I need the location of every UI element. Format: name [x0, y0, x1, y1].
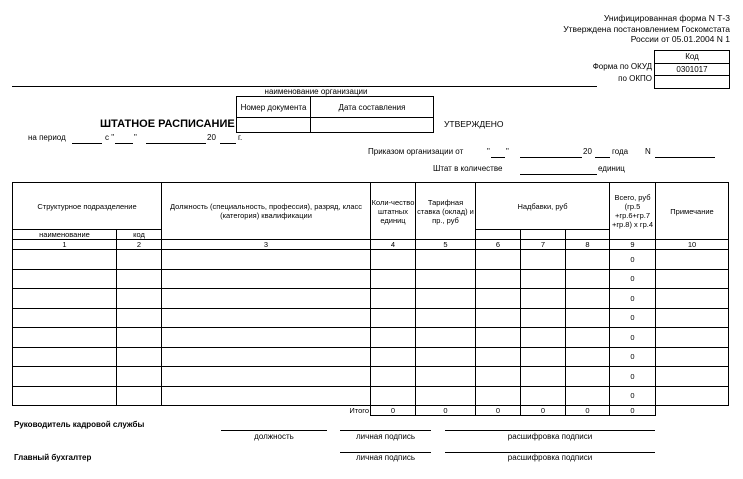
column-number: 1 — [13, 240, 117, 250]
division-name-cell[interactable] — [13, 367, 117, 387]
allowance-6-cell[interactable] — [476, 367, 521, 387]
note-cell[interactable] — [656, 386, 729, 406]
header-division: Структурное подразделение — [13, 183, 162, 230]
note-cell[interactable] — [656, 347, 729, 367]
rate-cell[interactable] — [416, 386, 476, 406]
totals-label: Итого — [162, 406, 371, 416]
period-day-field[interactable] — [115, 143, 133, 144]
division-name-cell[interactable] — [13, 289, 117, 309]
period-year-prefix: 20 — [207, 133, 216, 142]
total-cell: 0 — [610, 269, 656, 289]
note-cell[interactable] — [656, 328, 729, 348]
approved-label: УТВЕРЖДЕНО — [444, 119, 504, 129]
count-cell[interactable] — [371, 367, 416, 387]
header-allowance-6 — [476, 230, 521, 240]
staff-units-label: единиц — [598, 164, 625, 173]
okud-value-field[interactable]: 0301017 — [655, 64, 729, 77]
period-from-label: с " — [105, 133, 115, 142]
chief-accountant-decoding-caption: расшифровка подписи — [507, 453, 593, 462]
document-number-header: Номер документа — [237, 97, 311, 118]
division-code-cell[interactable] — [117, 386, 162, 406]
allowance-8-cell[interactable] — [566, 269, 610, 289]
chief-accountant-label: Главный бухгалтер — [14, 453, 92, 462]
column-number: 9 — [610, 240, 656, 250]
total-count: 0 — [371, 406, 416, 416]
division-name-cell[interactable] — [13, 328, 117, 348]
order-year-prefix: 20 — [583, 147, 592, 156]
rate-cell[interactable] — [416, 269, 476, 289]
count-cell[interactable] — [371, 289, 416, 309]
total-allowance-7: 0 — [521, 406, 566, 416]
period-year-field[interactable] — [220, 143, 236, 144]
note-cell[interactable] — [656, 269, 729, 289]
column-number: 3 — [162, 240, 371, 250]
okpo-label: по ОКПО — [618, 74, 652, 83]
division-name-cell[interactable] — [13, 386, 117, 406]
allowance-7-cell[interactable] — [521, 347, 566, 367]
division-name-cell[interactable] — [13, 308, 117, 328]
total-cell: 0 — [610, 328, 656, 348]
total-cell: 0 — [610, 386, 656, 406]
position-cell[interactable] — [162, 347, 371, 367]
table-row — [13, 308, 729, 328]
allowance-8-cell[interactable] — [566, 367, 610, 387]
column-number: 4 — [371, 240, 416, 250]
period-month-field[interactable] — [146, 143, 206, 144]
order-quote-close: " — [506, 147, 509, 156]
table-row — [13, 289, 729, 309]
order-label: Приказом организации от — [368, 147, 464, 156]
form-approval-info — [470, 13, 730, 45]
total-cell: 0 — [610, 347, 656, 367]
period-label: на период — [28, 133, 66, 142]
allowance-6-cell[interactable] — [476, 347, 521, 367]
period-field[interactable] — [72, 143, 102, 144]
document-date-field[interactable] — [311, 118, 434, 133]
rate-cell[interactable] — [416, 328, 476, 348]
hr-head-label: Руководитель кадровой службы — [14, 420, 145, 429]
allowance-6-cell[interactable] — [476, 308, 521, 328]
allowance-7-cell[interactable] — [521, 386, 566, 406]
rate-cell[interactable] — [416, 308, 476, 328]
division-code-cell[interactable] — [117, 269, 162, 289]
header-note: Примечание — [656, 183, 729, 240]
form-approval-line-2: Утверждена постановлением Госкомстата — [563, 23, 730, 34]
rate-cell[interactable] — [416, 289, 476, 309]
total-allowance-6: 0 — [476, 406, 521, 416]
allowance-6-cell[interactable] — [476, 386, 521, 406]
column-number: 2 — [117, 240, 162, 250]
position-cell[interactable] — [162, 367, 371, 387]
table-row — [13, 328, 729, 348]
allowance-8-cell[interactable] — [566, 289, 610, 309]
okud-label: Форма по ОКУД — [592, 62, 652, 71]
staffing-table — [12, 182, 729, 416]
column-numbers-row — [13, 240, 729, 250]
form-approval-line-1: Унифицированная форма N Т-3 — [603, 13, 730, 23]
allowance-7-cell[interactable] — [521, 289, 566, 309]
position-cell[interactable] — [162, 289, 371, 309]
table-row — [13, 367, 729, 387]
order-number-field[interactable] — [655, 157, 715, 158]
allowance-7-cell[interactable] — [521, 269, 566, 289]
totals-row — [13, 406, 729, 416]
header-allowance-8 — [566, 230, 610, 240]
organization-name-field[interactable] — [12, 75, 597, 86]
column-number: 10 — [656, 240, 729, 250]
staff-count-label: Штат в количестве — [433, 164, 503, 173]
count-cell[interactable] — [371, 386, 416, 406]
rate-cell[interactable] — [416, 250, 476, 270]
count-cell[interactable] — [371, 328, 416, 348]
column-number: 8 — [566, 240, 610, 250]
hr-head-position-caption: должность — [254, 432, 294, 441]
column-number: 7 — [521, 240, 566, 250]
count-cell[interactable] — [371, 269, 416, 289]
allowance-8-cell[interactable] — [566, 347, 610, 367]
count-cell[interactable] — [371, 347, 416, 367]
period-year-suffix: г. — [238, 133, 243, 142]
order-number-label: N — [645, 147, 651, 156]
organization-name-caption: наименование организации — [264, 87, 368, 96]
division-code-cell[interactable] — [117, 308, 162, 328]
document-date-header: Дата составления — [311, 97, 434, 118]
order-year-field[interactable] — [595, 157, 610, 158]
total-cell: 0 — [610, 308, 656, 328]
hr-head-signature-caption: личная подпись — [356, 432, 415, 441]
note-cell[interactable] — [656, 250, 729, 270]
header-division-code: код — [117, 230, 162, 240]
chief-accountant-signature-caption: личная подпись — [356, 453, 415, 462]
column-number: 6 — [476, 240, 521, 250]
form-approval-line-3: России от 05.01.2004 N 1 — [630, 34, 730, 44]
code-header: Код — [655, 51, 729, 64]
code-box — [654, 50, 730, 89]
hr-head-position-field[interactable] — [221, 430, 327, 431]
allowance-7-cell[interactable] — [521, 250, 566, 270]
order-month-field[interactable] — [520, 157, 582, 158]
allowance-6-cell[interactable] — [476, 289, 521, 309]
division-code-cell[interactable] — [117, 347, 162, 367]
document-number-field[interactable] — [237, 118, 311, 133]
position-cell[interactable] — [162, 386, 371, 406]
allowance-6-cell[interactable] — [476, 250, 521, 270]
order-quote-open: " — [487, 147, 490, 156]
note-cell[interactable] — [656, 367, 729, 387]
header-allowance-7 — [521, 230, 566, 240]
period-quote-close: " — [134, 133, 137, 142]
allowance-8-cell[interactable] — [566, 250, 610, 270]
hr-head-decoding-field[interactable] — [445, 430, 655, 431]
okpo-value-field[interactable] — [655, 76, 729, 89]
position-cell[interactable] — [162, 308, 371, 328]
header-count: Коли-чество штатных единиц — [371, 183, 416, 240]
note-cell[interactable] — [656, 289, 729, 309]
allowance-6-cell[interactable] — [476, 328, 521, 348]
staff-count-field[interactable] — [520, 174, 597, 175]
header-position: Должность (специальность, профессия), разряд, класс (категория) квалификации — [162, 183, 371, 240]
order-year-suffix: года — [612, 147, 629, 156]
rate-cell[interactable] — [416, 347, 476, 367]
header-division-name: наименование — [13, 230, 117, 240]
division-name-cell[interactable] — [13, 250, 117, 270]
count-cell[interactable] — [371, 308, 416, 328]
hr-head-decoding-caption: расшифровка подписи — [507, 432, 593, 441]
order-day-field[interactable] — [491, 157, 505, 158]
division-code-cell[interactable] — [117, 250, 162, 270]
document-title: ШТАТНОЕ РАСПИСАНИЕ — [100, 118, 235, 130]
allowance-7-cell[interactable] — [521, 367, 566, 387]
rate-cell[interactable] — [416, 367, 476, 387]
division-code-cell[interactable] — [117, 289, 162, 309]
allowance-8-cell[interactable] — [566, 308, 610, 328]
total-rate: 0 — [416, 406, 476, 416]
header-total: Всего, руб (гр.5 +гр.6+гр.7 +гр.8) х гр.4 — [610, 183, 656, 240]
total-cell: 0 — [610, 289, 656, 309]
hr-head-signature-field[interactable] — [340, 430, 431, 431]
count-cell[interactable] — [371, 250, 416, 270]
header-rate: Тарифная ставка (оклад) и пр., руб — [416, 183, 476, 240]
header-allowances: Надбавки, руб — [476, 183, 610, 230]
total-cell: 0 — [610, 367, 656, 387]
table-row — [13, 269, 729, 289]
division-code-cell[interactable] — [117, 367, 162, 387]
allowance-7-cell[interactable] — [521, 328, 566, 348]
position-cell[interactable] — [162, 328, 371, 348]
table-row — [13, 347, 729, 367]
total-sum: 0 — [610, 406, 656, 416]
division-code-cell[interactable] — [117, 328, 162, 348]
allowance-8-cell[interactable] — [566, 386, 610, 406]
allowance-6-cell[interactable] — [476, 269, 521, 289]
position-cell[interactable] — [162, 250, 371, 270]
table-row — [13, 250, 729, 270]
document-number-date-table — [236, 96, 434, 133]
allowance-8-cell[interactable] — [566, 328, 610, 348]
total-allowance-8: 0 — [566, 406, 610, 416]
table-row — [13, 386, 729, 406]
position-cell[interactable] — [162, 269, 371, 289]
column-number: 5 — [416, 240, 476, 250]
note-cell[interactable] — [656, 308, 729, 328]
division-name-cell[interactable] — [13, 347, 117, 367]
total-cell: 0 — [610, 250, 656, 270]
division-name-cell[interactable] — [13, 269, 117, 289]
allowance-7-cell[interactable] — [521, 308, 566, 328]
